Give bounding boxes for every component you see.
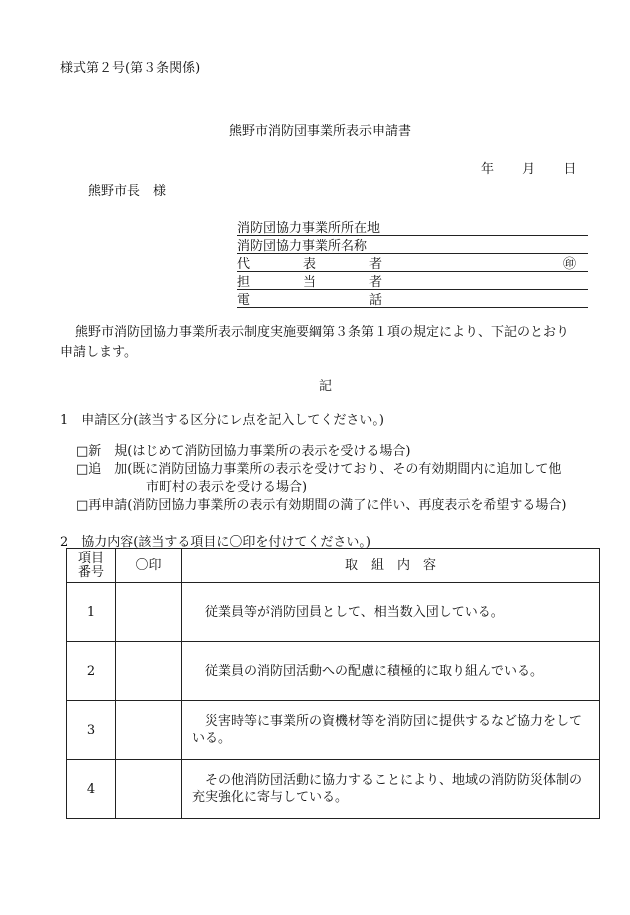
row-number: 3	[67, 701, 116, 760]
header-no-line2: 番号	[77, 564, 104, 580]
body-text-line-1: 熊野市消防団協力事業所表示制度実施要綱第３条第１項の規定により、下記のとおり	[75, 325, 570, 340]
pic-label-3: 者	[369, 275, 383, 290]
table-row	[67, 760, 600, 819]
row-content: 従業員等が消防団員として、相当数入団している。	[182, 583, 600, 642]
representative-field[interactable]	[237, 253, 588, 272]
table-header-row	[67, 549, 600, 583]
name-field[interactable]	[237, 235, 588, 254]
phone-label-1: 電	[237, 293, 251, 308]
seal-mark: ㊞	[563, 257, 577, 272]
pic-label-2: 当	[303, 275, 317, 290]
header-content: 取 組 内 容	[182, 549, 600, 583]
option-add[interactable]	[76, 461, 561, 497]
cooperation-table	[66, 548, 600, 819]
row-content: 災害時等に事業所の資機材等を消防団に提供するなど協力をしている。	[182, 701, 600, 760]
body-text-line-2: 申請します。	[60, 345, 137, 360]
row-number: 2	[67, 642, 116, 701]
table-row	[67, 583, 600, 642]
option-reapply[interactable]	[76, 497, 566, 515]
person-in-charge-field[interactable]	[237, 271, 588, 290]
row-mark-cell[interactable]	[116, 583, 182, 642]
ki-heading: 記	[319, 379, 333, 394]
option-reapply-text: □再申請(消防団協力事業所の表示有効期間の満了に伴い、再度表示を希望する場合)	[76, 498, 567, 513]
option-add-text-2: 市町村の表示を受ける場合)	[146, 480, 308, 495]
name-label: 消防団協力事業所名称	[237, 239, 368, 254]
option-new-text: □新 規(はじめて消防団協力事業所の表示を受ける場合)	[76, 444, 411, 459]
row-content: その他消防団活動に協力することにより、地域の消防防災体制の充実強化に寄与している。	[182, 760, 600, 819]
row-mark-cell[interactable]	[116, 642, 182, 701]
date-day: 日	[563, 162, 577, 177]
table-row	[67, 701, 600, 760]
row-number: 1	[67, 583, 116, 642]
date-month: 月	[522, 162, 536, 177]
representative-label-1: 代	[237, 257, 251, 272]
row-number: 4	[67, 760, 116, 819]
representative-label-2: 表	[303, 257, 317, 272]
row-mark-cell[interactable]	[116, 760, 182, 819]
header-no-line1: 項目	[77, 550, 104, 566]
phone-field[interactable]	[237, 289, 588, 308]
section2-heading: 2 協力内容(該当する項目に〇印を付けてください。)	[60, 535, 371, 550]
option-add-text-1: □追 加(既に消防団協力事業所の表示を受けており、その有効期間内に追加して他	[76, 462, 562, 477]
phone-label-2: 話	[369, 293, 383, 308]
date-year: 年	[481, 162, 495, 177]
header-item-number	[67, 549, 116, 583]
table-row	[67, 642, 600, 701]
option-new[interactable]	[76, 443, 410, 461]
pic-label-1: 担	[237, 275, 251, 290]
date-line	[481, 158, 576, 177]
row-mark-cell[interactable]	[116, 701, 182, 760]
representative-label-3: 者	[369, 257, 383, 272]
addressee: 熊野市長 様	[88, 184, 167, 199]
row-content: 従業員の消防団活動への配慮に積極的に取り組んでいる。	[182, 642, 600, 701]
section1-heading: 1 申請区分(該当する区分にレ点を記入してください。)	[60, 413, 384, 428]
address-label: 消防団協力事業所所在地	[237, 221, 381, 236]
document-title: 熊野市消防団事業所表示申請書	[229, 124, 412, 139]
form-number: 様式第２号(第３条関係)	[60, 61, 201, 76]
header-mark: 〇印	[116, 549, 182, 583]
address-field[interactable]	[237, 217, 588, 236]
